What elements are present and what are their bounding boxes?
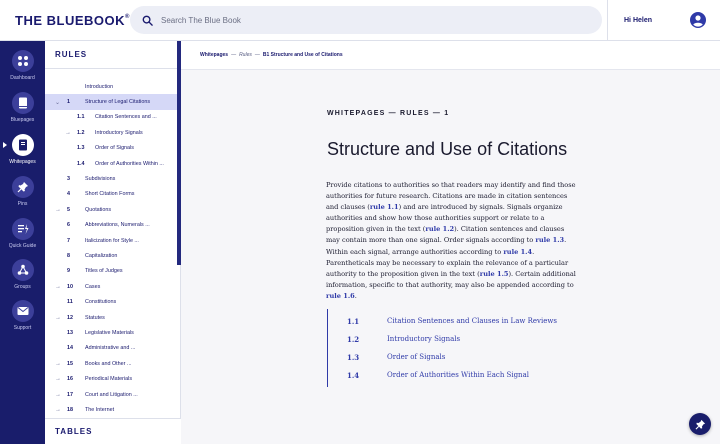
tables-section-header[interactable]: TABLES xyxy=(45,418,181,444)
rule-title: Subdivisions xyxy=(85,176,116,183)
rule-link[interactable]: rule 1.6 xyxy=(326,291,355,300)
page-title: Structure and Use of Citations xyxy=(327,139,568,159)
rail-label: Dashboard xyxy=(10,75,35,81)
rule-number: 18 xyxy=(67,406,73,413)
arrow-right-icon: → xyxy=(55,376,61,383)
rule-number: 1.2 xyxy=(77,129,85,136)
user-greeting: Hi Helen xyxy=(624,16,653,24)
rule-item-13[interactable] xyxy=(45,325,177,340)
rule-number: 1 xyxy=(67,99,70,106)
rule-title: Introductory Signals xyxy=(95,129,143,136)
rule-item-17[interactable] xyxy=(45,387,177,402)
toc-number: 1.2 xyxy=(347,334,360,344)
rail-label: Groups xyxy=(14,284,31,290)
rule-title: Court and Litigation ... xyxy=(85,391,138,398)
registered-mark: ® xyxy=(125,13,130,20)
rule-title: Structure of Legal Citations xyxy=(85,99,151,106)
top-bar xyxy=(0,0,720,41)
rule-link[interactable]: rule 1.5 xyxy=(479,269,509,278)
rule-title: Constitutions xyxy=(85,299,117,306)
arrow-right-icon: → xyxy=(55,360,61,367)
rule-link[interactable]: rule 1.3 xyxy=(535,236,565,245)
arrow-right-icon: → xyxy=(55,314,61,321)
rule-item-12[interactable] xyxy=(45,310,177,325)
rule-item-1-1[interactable] xyxy=(45,110,177,125)
rule-item-5[interactable] xyxy=(45,202,177,217)
rule-number: 17 xyxy=(67,391,73,398)
toc-title: Introductory Signals xyxy=(387,335,461,343)
rule-item-16[interactable] xyxy=(45,371,177,386)
rule-number: 10 xyxy=(67,283,73,290)
rule-title: Introduction xyxy=(85,83,114,90)
rail-support[interactable] xyxy=(0,300,45,338)
search-input[interactable] xyxy=(161,16,581,25)
groups-icon xyxy=(12,259,34,281)
search-icon xyxy=(142,15,153,26)
rule-title: Statutes xyxy=(85,314,105,321)
rule-body: Provide citations to authorities so that readers may identify and find those authorities for future research. Citations are made in citation sentences and clauses (rule 1.1) and are introduced by signals. Signals organize authorities and show how those authorities support or relate to a proposition given in the text (rule 1.2). Citation sentences and clauses may contain more than one signal. Order signals according to rule 1.3. Within each signal, arrange authorities according to rule 1.4. Parentheticals may be necessary to explain the relevance of a particular authority to the proposition given in the text (rule 1.5). Certain additional information, specific to that authority, may also be appended according to rule 1.6. xyxy=(326,181,576,300)
rule-title: Capitalization xyxy=(85,252,118,259)
rule-title: Abbreviations, Numerals ... xyxy=(85,222,150,229)
breadcrumb-current: B1 Structure and Use of Citations xyxy=(262,52,343,58)
rule-number: 14 xyxy=(67,345,73,352)
rule-number: 11 xyxy=(67,299,73,306)
rule-number: 1.4 xyxy=(77,160,85,167)
rule-item-9[interactable] xyxy=(45,264,177,279)
rule-number: 9 xyxy=(67,268,70,275)
rule-item-18[interactable] xyxy=(45,402,177,417)
breadcrumb xyxy=(181,41,720,70)
grid-dots-icon xyxy=(12,50,34,72)
rail-dashboard[interactable] xyxy=(0,50,45,88)
arrow-right-icon: → xyxy=(55,283,61,290)
toc-item[interactable] xyxy=(328,348,587,366)
search-box[interactable] xyxy=(130,6,602,34)
rule-number: 1.1 xyxy=(77,114,85,121)
rule-item-15[interactable] xyxy=(45,356,177,371)
rule-item-3[interactable] xyxy=(45,171,177,186)
rule-number: 7 xyxy=(67,237,70,244)
rules-sidebar xyxy=(45,41,181,444)
rule-item-7[interactable] xyxy=(45,233,177,248)
rail-label: Whitepages xyxy=(9,159,36,165)
rule-number: 5 xyxy=(67,206,70,213)
logo[interactable]: THE BLUEBOOK® xyxy=(15,12,130,28)
rule-title: Administrative and ... xyxy=(85,345,136,352)
rule-number: 13 xyxy=(67,329,73,336)
rule-list xyxy=(45,79,177,418)
toc-title: Citation Sentences and Clauses in Law Reviews xyxy=(387,317,557,325)
toc-number: 1.3 xyxy=(347,352,360,362)
toc-number: 1.4 xyxy=(347,370,360,380)
book-open-icon xyxy=(12,134,34,156)
rule-item-14[interactable] xyxy=(45,341,177,356)
rule-title: Order of Signals xyxy=(95,145,134,152)
rule-number: 12 xyxy=(67,314,73,321)
icon-rail xyxy=(0,41,45,444)
breadcrumb-separator: — xyxy=(254,52,260,58)
rule-number: 8 xyxy=(67,252,70,259)
rule-number: 3 xyxy=(67,176,70,183)
rail-pins[interactable] xyxy=(0,176,45,214)
chevron-down-icon: ⌄ xyxy=(55,99,61,106)
rule-title: Quotations xyxy=(85,206,112,213)
rail-quick-guide[interactable] xyxy=(0,218,45,256)
breadcrumb-separator: — xyxy=(231,52,237,58)
subrule-toc xyxy=(327,309,587,387)
book-icon xyxy=(12,92,34,114)
arrow-right-icon: → xyxy=(55,406,61,413)
rail-whitepages[interactable] xyxy=(0,134,45,172)
toc-item[interactable] xyxy=(328,330,587,348)
rule-link[interactable]: rule 1.2 xyxy=(425,225,455,234)
arrow-right-icon: → xyxy=(55,206,61,213)
rail-groups[interactable] xyxy=(0,259,45,297)
rule-item-1-2[interactable] xyxy=(45,125,177,140)
toc-title: Order of Signals xyxy=(387,353,446,361)
rule-title: The Internet xyxy=(85,406,115,413)
pin-icon xyxy=(12,176,34,198)
rule-number: 6 xyxy=(67,222,70,229)
pin-fab-button[interactable] xyxy=(689,413,711,435)
list-bolt-icon xyxy=(12,218,34,240)
rule-item-1-4[interactable] xyxy=(45,156,177,171)
rule-title: Titles of Judges xyxy=(85,268,123,275)
rule-link[interactable]: rule 1.1 xyxy=(369,203,399,212)
rule-item-1[interactable] xyxy=(45,94,177,109)
rail-label: Pins xyxy=(17,201,28,207)
arrow-right-icon: → xyxy=(55,391,61,398)
rule-item-1-3[interactable] xyxy=(45,141,177,156)
breadcrumb-middle[interactable]: Rules xyxy=(239,52,252,58)
rule-title: Order of Authorities Within ... xyxy=(95,160,164,167)
toc-number: 1.1 xyxy=(347,316,360,326)
avatar-icon[interactable] xyxy=(690,12,706,28)
rail-label: Bluepages xyxy=(10,117,35,123)
rule-title: Cases xyxy=(85,283,101,290)
rule-item-10[interactable] xyxy=(45,279,177,294)
rule-item-6[interactable] xyxy=(45,218,177,233)
user-area xyxy=(607,0,720,40)
section-eyebrow: WHITEPAGES — RULES — 1 xyxy=(327,110,450,117)
rail-label: Quick Guide xyxy=(8,243,37,249)
rule-title: Books and Other ... xyxy=(85,360,132,367)
sidebar-heading: RULES xyxy=(45,41,180,69)
mail-icon xyxy=(12,300,34,322)
rule-number: 4 xyxy=(67,191,70,198)
rail-label: Support xyxy=(13,325,32,331)
pin-icon xyxy=(695,419,706,430)
rule-number: 15 xyxy=(67,360,73,367)
rule-title: Italicization for Style ... xyxy=(85,237,139,244)
rail-bluepages[interactable] xyxy=(0,92,45,130)
rule-link[interactable]: rule 1.4 xyxy=(503,247,533,256)
rule-item-4[interactable] xyxy=(45,187,177,202)
breadcrumb-root[interactable]: Whitepages xyxy=(200,52,229,58)
rule-item-introduction[interactable] xyxy=(45,79,177,94)
active-marker xyxy=(3,142,7,148)
arrow-right-icon: → xyxy=(65,129,71,136)
main-content xyxy=(181,41,720,444)
rule-item-8[interactable] xyxy=(45,248,177,263)
toc-title: Order of Authorities Within Each Signal xyxy=(387,371,529,379)
rule-title: Short Citation Forms xyxy=(85,191,135,198)
rule-title: Citation Sentences and ... xyxy=(95,114,157,121)
rule-item-11[interactable] xyxy=(45,294,177,309)
toc-item[interactable] xyxy=(328,366,587,384)
rule-number: 16 xyxy=(67,376,73,383)
rule-title: Legislative Materials xyxy=(85,329,134,336)
rule-title: Periodical Materials xyxy=(85,376,133,383)
toc-item[interactable] xyxy=(328,312,587,330)
rule-number: 1.3 xyxy=(77,145,85,152)
